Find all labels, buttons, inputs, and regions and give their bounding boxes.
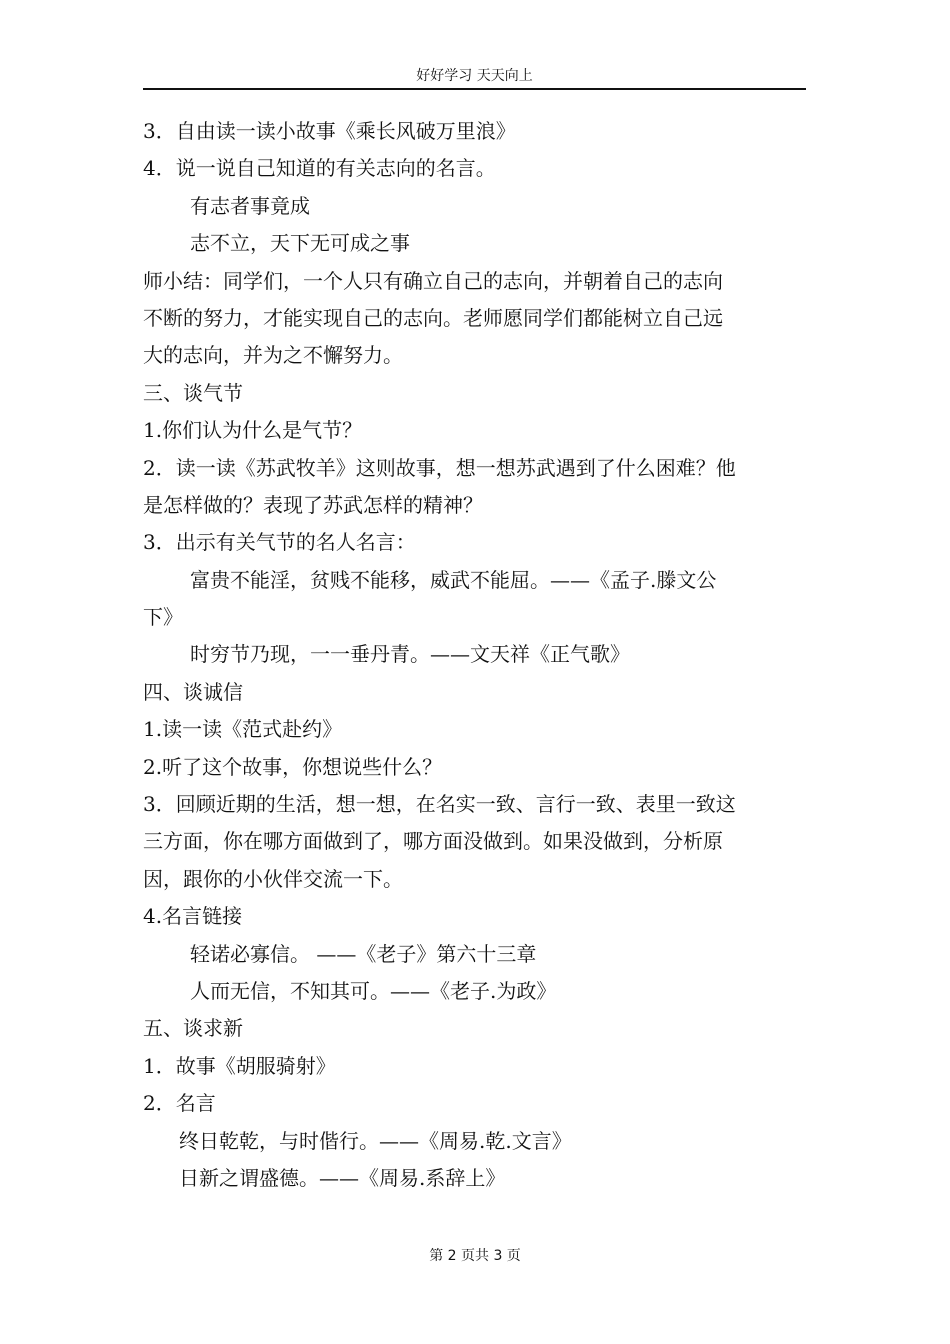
list-item: 1.你们认为什么是气节？: [143, 418, 363, 443]
summary-paragraph-line: 大的志向，并为之不懈努力。: [143, 343, 403, 368]
quote-line: 志不立，天下无可成之事: [190, 231, 410, 256]
list-item: 4.名言链接: [143, 904, 243, 929]
page-header: 好好学习 天天向上: [416, 68, 533, 84]
section-heading: 三、谈气节: [143, 380, 243, 405]
list-item: 2.听了这个故事，你想说些什么？: [143, 754, 443, 779]
list-item: 1.读一读《范式赴约》: [143, 717, 343, 742]
section-heading: 五、谈求新: [143, 1016, 243, 1041]
list-item: 2．读一读《苏武牧羊》这则故事，想一想苏武遇到了什么困难？他: [143, 455, 736, 480]
list-item-continuation: 因，跟你的小伙伴交流一下。: [143, 866, 403, 891]
page-number: 第 2 页共 3 页: [429, 1248, 521, 1264]
quote-line: 终日乾乾，与时偕行。——《周易.乾.文言》: [179, 1128, 572, 1153]
list-item: 3．回顾近期的生活，想一想，在名实一致、言行一致、表里一致这: [143, 792, 736, 817]
list-item: 4．说一说自己知道的有关志向的名言。: [143, 156, 496, 181]
list-item: 1．故事《胡服骑射》: [143, 1053, 336, 1078]
list-item: 3．自由读一读小故事《乘长风破万里浪》: [143, 119, 516, 143]
quote-line: 日新之谓盛德。——《周易.系辞上》: [179, 1165, 506, 1190]
quote-line: 有志者事竟成: [190, 193, 310, 218]
quote-line: 时穷节乃现，一一垂丹青。——文天祥《正气歌》: [190, 642, 630, 667]
list-item-continuation: 是怎样做的？表现了苏武怎样的精神？: [143, 492, 483, 517]
quote-line: 轻诺必寡信。 ——《老子》第六十三章: [190, 941, 537, 966]
summary-paragraph-line: 不断的努力，才能实现自己的志向。老师愿同学们都能树立自己远: [143, 305, 723, 330]
header-divider: [143, 88, 806, 90]
list-item-continuation: 三方面，你在哪方面做到了，哪方面没做到。如果没做到，分析原: [143, 829, 723, 854]
document-body: [143, 113, 808, 1197]
list-item: 3．出示有关气节的名人名言：: [143, 530, 416, 555]
list-item: 2．名言: [143, 1091, 216, 1116]
quote-line-continuation: 下》: [143, 605, 183, 630]
quote-line: 人而无信，不知其可。——《老子.为政》: [190, 978, 557, 1003]
summary-paragraph-line: 师小结：同学们，一个人只有确立自己的志向，并朝着自己的志向: [143, 268, 723, 293]
section-heading: 四、谈诚信: [143, 679, 243, 704]
quote-line: 富贵不能淫，贫贱不能移，威武不能屈。——《孟子.滕文公: [190, 567, 717, 592]
